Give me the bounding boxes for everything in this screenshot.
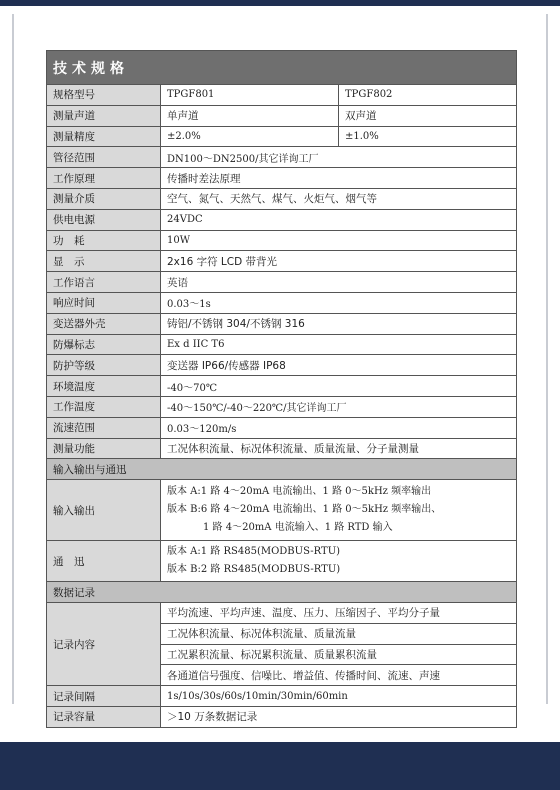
row-label: 输入输出 xyxy=(47,480,161,541)
io-line: 版本 B:6 路 4～20mA 电流输出、1 路 0～5kHz 频率输出、 xyxy=(167,504,442,516)
row-value: -40～70℃ xyxy=(161,376,517,397)
table-row xyxy=(47,396,517,417)
row-label: 环境温度 xyxy=(47,376,161,397)
row-label: 防护等级 xyxy=(47,355,161,376)
table-row xyxy=(47,706,517,727)
row-label: 记录内容 xyxy=(47,602,161,685)
row-label: 工作语言 xyxy=(47,272,161,293)
row-label: 响应时间 xyxy=(47,292,161,313)
left-border-rule xyxy=(12,14,14,704)
record-content-item: 工况累积流量、标况累积流量、质量累积流量 xyxy=(161,644,517,665)
record-content-item: 工况体积流量、标况体积流量、质量流量 xyxy=(161,623,517,644)
record-content-item: 平均流速、平均声速、温度、压力、压缩因子、平均分子量 xyxy=(161,602,517,623)
row-value: 1s/10s/30s/60s/10min/30min/60min xyxy=(161,686,517,707)
row-value: DN100～DN2500/其它详询工厂 xyxy=(161,147,517,168)
section-header-row xyxy=(47,459,517,480)
row-value: 0.03～120m/s xyxy=(161,417,517,438)
row-value: 单声道 xyxy=(161,105,339,126)
row-label: 功 耗 xyxy=(47,230,161,251)
row-value: 空气、氮气、天然气、煤气、火炬气、烟气等 xyxy=(161,188,517,209)
row-label: 供电电源 xyxy=(47,209,161,230)
page-title: 技术规格 xyxy=(47,51,517,85)
table-row xyxy=(47,541,517,582)
table-row xyxy=(47,480,517,541)
row-value: ＞10 万条数据记录 xyxy=(161,706,517,727)
row-value: 变送器 IP66/传感器 IP68 xyxy=(161,355,517,376)
row-value: 英语 xyxy=(161,272,517,293)
row-value: 10W xyxy=(161,230,517,251)
table-row xyxy=(47,417,517,438)
table-row xyxy=(47,602,517,623)
row-value: 工况体积流量、标况体积流量、质量流量、分子量测量 xyxy=(161,438,517,459)
spec-table xyxy=(46,50,517,728)
top-accent-bar xyxy=(0,0,560,6)
comm-value xyxy=(161,541,517,582)
row-value: ±1.0% xyxy=(339,126,517,147)
row-label: 显 示 xyxy=(47,251,161,272)
row-value: 传播时差法原理 xyxy=(161,168,517,189)
row-label: 防爆标志 xyxy=(47,334,161,355)
table-row xyxy=(47,209,517,230)
table-row xyxy=(47,355,517,376)
table-row xyxy=(47,85,517,106)
io-line: 1 路 4～20mA 电流输入、1 路 RTD 输入 xyxy=(203,522,393,534)
row-value: Ex d IIC T6 xyxy=(161,334,517,355)
row-value: ±2.0% xyxy=(161,126,339,147)
row-value: -40～150℃/-40～220℃/其它详询工厂 xyxy=(161,396,517,417)
row-label: 测量精度 xyxy=(47,126,161,147)
table-row xyxy=(47,147,517,168)
row-label: 记录容量 xyxy=(47,706,161,727)
row-value: 24VDC xyxy=(161,209,517,230)
comm-line: 版本 A:1 路 RS485(MODBUS-RTU) xyxy=(167,546,341,558)
table-row xyxy=(47,272,517,293)
row-label: 工作原理 xyxy=(47,168,161,189)
row-value: 0.03～1s xyxy=(161,292,517,313)
table-row xyxy=(47,334,517,355)
row-value: 双声道 xyxy=(339,105,517,126)
row-value: 铸铝/不锈钢 304/不锈钢 316 xyxy=(161,313,517,334)
table-row xyxy=(47,230,517,251)
row-label: 工作温度 xyxy=(47,396,161,417)
table-row xyxy=(47,313,517,334)
table-row xyxy=(47,126,517,147)
table-row xyxy=(47,251,517,272)
section-header-record: 数据记录 xyxy=(47,582,517,603)
row-label: 管径范围 xyxy=(47,147,161,168)
row-label: 变送器外壳 xyxy=(47,313,161,334)
row-label: 规格型号 xyxy=(47,85,161,106)
row-label: 记录间隔 xyxy=(47,686,161,707)
table-row xyxy=(47,686,517,707)
right-border-rule xyxy=(546,14,548,704)
section-header-io: 输入输出与通迅 xyxy=(47,459,517,480)
row-label: 测量声道 xyxy=(47,105,161,126)
row-label: 通 迅 xyxy=(47,541,161,582)
table-row xyxy=(47,188,517,209)
table-row xyxy=(47,376,517,397)
title-row xyxy=(47,51,517,85)
section-header-row xyxy=(47,582,517,603)
record-content-item: 各通道信号强度、信噪比、增益值、传播时间、流速、声速 xyxy=(161,665,517,686)
footer-band xyxy=(0,742,560,790)
io-value xyxy=(161,480,517,541)
table-row xyxy=(47,438,517,459)
table-row xyxy=(47,292,517,313)
table-row xyxy=(47,168,517,189)
table-row xyxy=(47,105,517,126)
row-label: 测量介质 xyxy=(47,188,161,209)
row-value: TPGF802 xyxy=(339,85,517,106)
row-value: TPGF801 xyxy=(161,85,339,106)
io-line: 版本 A:1 路 4～20mA 电流输出、1 路 0～5kHz 频率输出 xyxy=(167,486,432,498)
row-label: 流速范围 xyxy=(47,417,161,438)
row-label: 测量功能 xyxy=(47,438,161,459)
comm-line: 版本 B:2 路 RS485(MODBUS-RTU) xyxy=(167,564,341,576)
row-value: 2x16 字符 LCD 带背光 xyxy=(161,251,517,272)
